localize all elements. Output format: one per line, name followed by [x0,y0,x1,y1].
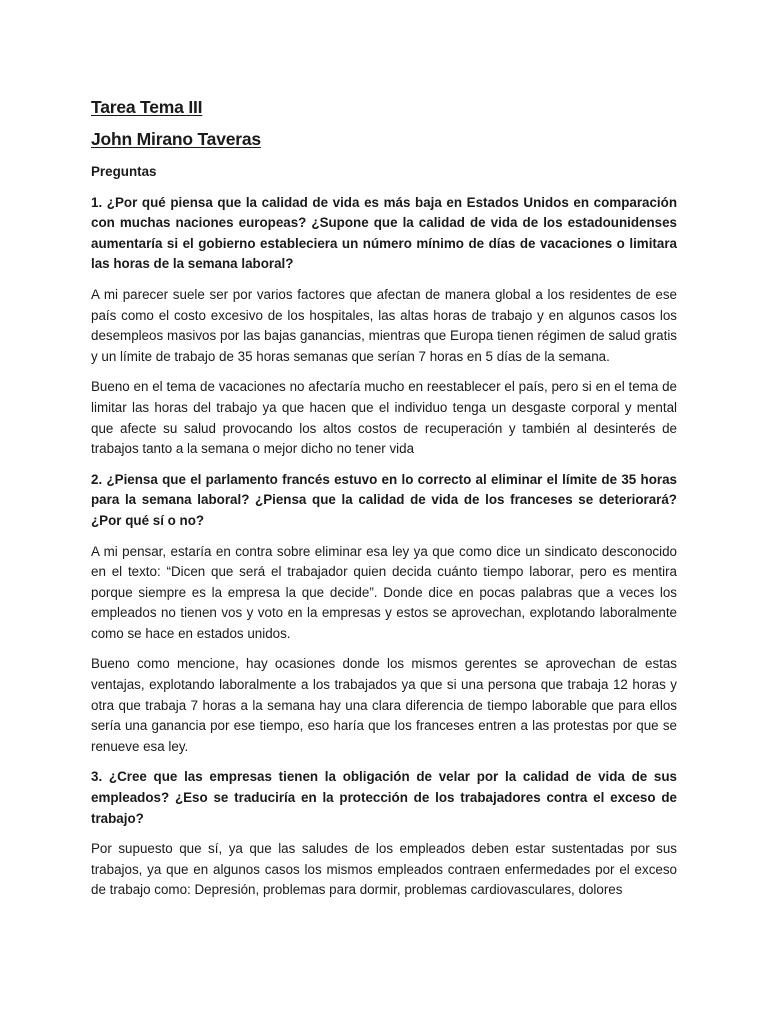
document-title: Tarea Tema III [91,97,203,117]
section-label: Preguntas [91,164,157,179]
answer-1-paragraph-1: A mi parecer suele ser por varios factores que afectan de manera global a los residentes de ese país como el costo excesivo de los hospitales, las altas horas de trabajo y en algunos casos los desempleos masivos por las bajas ganancias, mientras que Europa tienen régimen de salud gratis y un límite de trabajo de 35 horas semanas que serían 7 horas en 5 días de la semana. [91,286,677,364]
answer-2-paragraph-1: A mi pensar, estaría en contra sobre eliminar esa ley ya que como dice un sindicato desconocido en el texto: “Dicen que será el trabajador quien decida cuánto tiempo laborar, pero es mentira porque siempre es la empresa la que decide”. Donde dice en pocas palabras que a veces los empleados no tienen vos y voto en la empresas y estos se aprovechan, explotando laboralmente como se hace en estados unidos. [91,543,677,641]
answer-3-paragraph-1: Por supuesto que sí, ya que las saludes de los empleados deben estar sustentadas por sus trabajos, ya que en algunos casos los mismos empleados contraen enfermedades por el exceso de trabajo como: Depresión, problemas para dormir, problemas cardiovasculares, dolores [91,841,677,898]
answer-1-paragraph-2: Bueno en el tema de vacaciones no afectaría mucho en reestablecer el país, pero si en el tema de limitar las horas del trabajo ya que hacen que el individuo tenga un desgaste corporal y mental que afecte su salud provocando los altos costos de recuperación y también al desinterés de trabajos tanto a la semana o mejor dicho no tener vida [91,379,677,457]
question-1: 1. ¿Por qué piensa que la calidad de vida es más baja en Estados Unidos en comparación con muchas naciones europeas? ¿Supone que la calidad de vida de los estadounidenses aumentaría si el gobierno estableciera un número mínimo de días de vacaciones o limitara las horas de la semana laboral? [91,194,677,272]
question-3: 3. ¿Cree que las empresas tienen la obligación de velar por la calidad de vida de sus empleados? ¿Eso se traduciría en la protección de los trabajadores contra el exceso de trabajo? [91,769,677,826]
answer-2-paragraph-2: Bueno como mencione, hay ocasiones donde los mismos gerentes se aprovechan de estas ventajas, explotando laboralmente a los trabajados ya que si una persona que trabaja 12 horas y otra que trabaja 7 horas a la semana hay una clara diferencia de tiempo laborable que para ellos sería una ganancia por ese tiempo, eso haría que los franceses entren a las protestas por que se renueve esa ley. [91,656,677,754]
author-name: John Mirano Taveras [91,129,261,149]
question-2: 2. ¿Piensa que el parlamento francés estuvo en lo correcto al eliminar el límite de 35 horas para la semana laboral? ¿Piensa que la calidad de vida de los franceses se deteriorará? ¿Por qué sí o no? [91,471,677,528]
document-page [91,96,677,911]
